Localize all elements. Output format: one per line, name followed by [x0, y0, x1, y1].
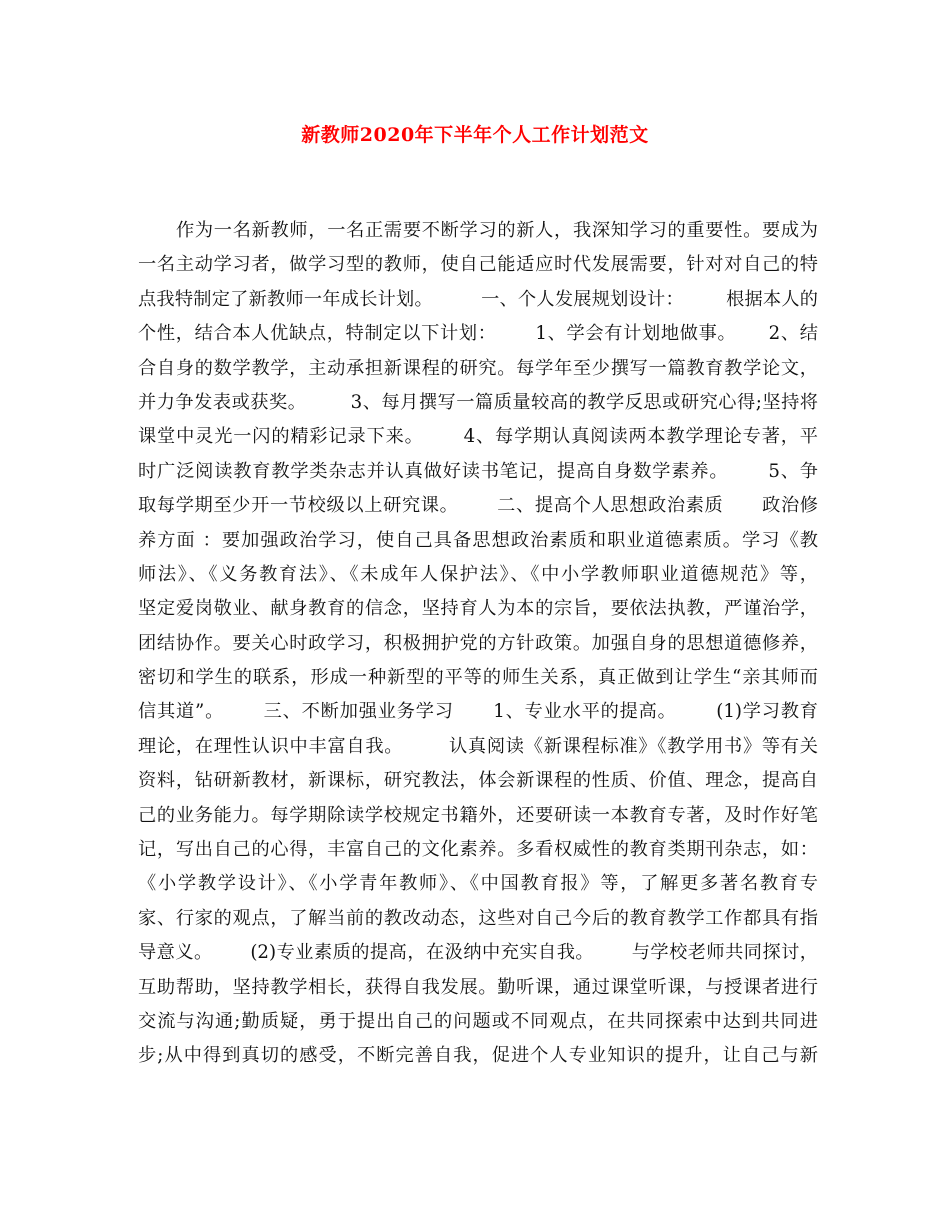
body-line: 课堂中灵光一闪的精彩记录下来。 4、每学期认真阅读两本教学理论专著，平 — [138, 426, 818, 448]
body-line: 己的业务能力。每学期除读学校规定书籍外，还要研读一本教育专著，及时作好笔 — [138, 804, 818, 826]
document-title: 新教师2020年下半年个人工作计划范文 — [301, 124, 649, 146]
body-line: 一名主动学习者，做学习型的教师，使自己能适应时代发展需要，针对对自己的特 — [138, 254, 818, 276]
body-line: 步;从中得到真切的感受，不断完善自我，促进个人专业知识的提升，让自己与新 — [138, 1045, 818, 1067]
document-body — [138, 214, 818, 1074]
body-line: 资料，钻研新教材，新课标，研究教法，体会新课程的性质、价值、理念，提高自 — [138, 770, 818, 792]
body-line: 养方面 ：要加强政治学习，使自己具备思想政治素质和职业道德素质。学习《教 — [138, 529, 818, 551]
body-line: 时广泛阅读教育教学类杂志并认真做好读书笔记，提高自身数学素养。 5、争 — [138, 460, 818, 482]
body-line: 信其道”。 三、不断加强业务学习 1、专业水平的提高。 (1)学习教育 — [138, 701, 818, 723]
body-line: 并力争发表或获奖。 3、每月撰写一篇质量较高的教学反思或研究心得;坚持将 — [138, 391, 818, 413]
body-line: 坚定爱岗敬业、献身教育的信念，坚持育人为本的宗旨，要依法执教，严谨治学， — [138, 598, 818, 620]
body-line: 取每学期至少开一节校级以上研究课。 二、提高个人思想政治素质 政治修 — [138, 495, 818, 517]
body-line: 作为一名新教师，一名正需要不断学习的新人，我深知学习的重要性。要成为 — [176, 220, 818, 241]
body-line: 理论，在理性认识中丰富自我。 认真阅读《新课程标准》《教学用书》等有关 — [138, 735, 818, 757]
body-line: 团结协作。要关心时政学习，积极拥护党的方针政策。加强自身的思想道德修养， — [138, 632, 818, 654]
body-line: 师法》、《义务教育法》、《未成年人保护法》、《中小学教师职业道德规范》等， — [138, 563, 818, 585]
body-line: 合自身的数学教学，主动承担新课程的研究。每学年至少撰写一篇教育教学论文， — [138, 357, 818, 379]
body-line: 记，写出自己的心得，丰富自己的文化素养。多看权威性的教育类期刊杂志，如： — [138, 839, 818, 861]
body-line: 密切和学生的联系，形成一种新型的平等的师生关系，真正做到让学生“亲其师而 — [138, 667, 818, 689]
body-line: 《小学教学设计》、《小学青年教师》、《中国教育报》等，了解更多著名教育专 — [138, 873, 818, 895]
body-line: 个性，结合本人优缺点，特制定以下计划： 1、学会有计划地做事。 2、结 — [138, 323, 818, 345]
body-line: 家、行家的观点，了解当前的教改动态，这些对自己今后的教育教学工作都具有指 — [138, 907, 818, 929]
body-line: 交流与沟通;勤质疑，勇于提出自己的问题或不同观点，在共同探索中达到共同进 — [138, 1010, 818, 1032]
body-line: 导意义。 (2)专业素质的提高，在汲纳中充实自我。 与学校老师共同探讨， — [138, 942, 818, 964]
body-line: 点我特制定了新教师一年成长计划。 一、个人发展规划设计： 根据本人的 — [138, 288, 818, 310]
body-line: 互助帮助，坚持教学相长，获得自我发展。勤听课，通过课堂听课，与授课者进行 — [138, 976, 818, 998]
